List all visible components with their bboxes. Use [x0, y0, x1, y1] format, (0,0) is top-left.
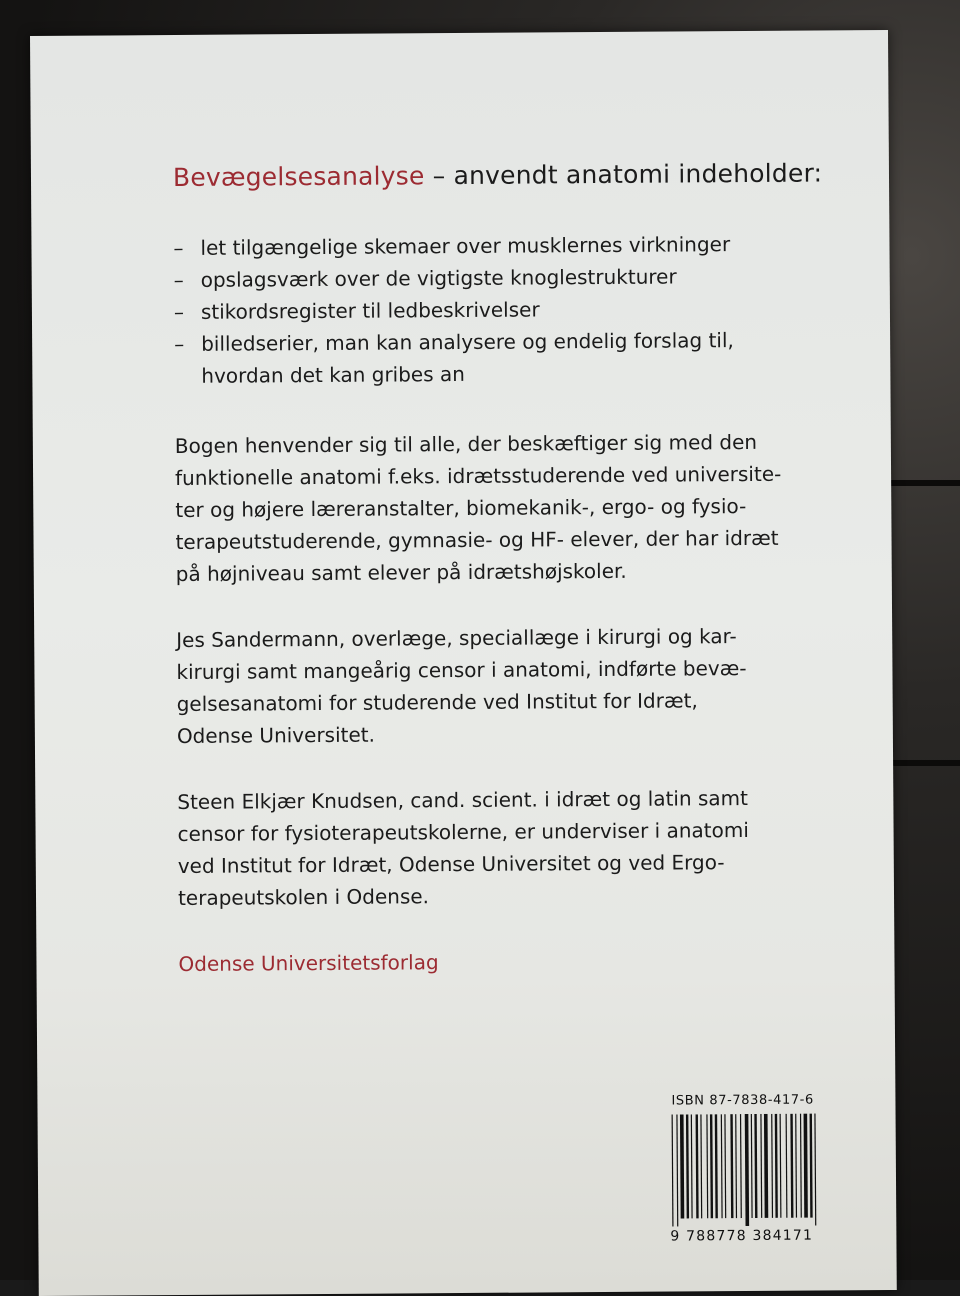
barcode-bar — [680, 1114, 684, 1218]
barcode-bar — [721, 1114, 723, 1218]
list-item — [174, 292, 814, 328]
barcode-bar — [754, 1114, 757, 1218]
barcode-bar — [814, 1114, 816, 1226]
paragraph-line: funktionelle anatomi f.eks. idrætsstuderende ved universite- — [175, 461, 782, 490]
paragraph-line: på højniveau samt elever på idrætshøjskoler. — [175, 558, 627, 586]
list-item — [174, 324, 814, 392]
paragraph-line: terapeutskolen i Odense. — [177, 884, 430, 910]
paragraph-line: gelsesanatomi for studerende ved Institut for Idræt, — [176, 688, 698, 716]
paragraph-line: Steen Elkjær Knudsen, cand. scient. i idræt og latin samt — [177, 786, 749, 814]
paragraph-line: Jes Sandermann, overlæge, speciallæge i kirurgi og kar- — [176, 624, 737, 652]
audience-paragraph — [175, 426, 816, 590]
paragraph-line: ter og højere læreranstalter, biomekanik-, ergo- og fysio- — [175, 494, 747, 522]
barcode-bar — [790, 1114, 793, 1218]
dash: – — [174, 331, 185, 357]
paragraph-line: Bogen henvender sig til alle, der beskæftiger sig med den — [174, 429, 758, 458]
barcode-bar — [764, 1114, 768, 1218]
cover-heading — [172, 158, 823, 193]
barcode-block — [669, 1092, 890, 1245]
book-title: Bevægelsesanalyse — [172, 161, 425, 193]
barcode-icon — [670, 1113, 877, 1226]
barcode-bar — [696, 1114, 699, 1218]
barcode-bar — [760, 1114, 762, 1218]
list-item — [173, 228, 813, 264]
barcode-bar — [810, 1114, 813, 1218]
list-item-text: hvordan det kan gribes an — [201, 361, 465, 388]
barcode-bar — [745, 1114, 749, 1226]
barcode-bar — [672, 1115, 674, 1227]
paragraph-line: censor for fysioterapeutskolerne, er underviser i anatomi — [177, 818, 749, 846]
barcode-bar — [775, 1114, 778, 1218]
author-bio-knudsen — [177, 782, 818, 914]
contents-list — [173, 228, 814, 392]
dash: – — [173, 267, 184, 293]
barcode-bar — [710, 1114, 713, 1218]
paragraph-line: Odense Universitet. — [176, 722, 376, 748]
publisher-name: Odense Universitetsforlag — [178, 950, 439, 976]
book-back-cover — [30, 30, 897, 1296]
barcode-bar — [715, 1114, 718, 1218]
heading-rest: – anvendt anatomi indeholder: — [424, 158, 823, 191]
barcode-bar — [795, 1114, 797, 1218]
barcode-bar — [800, 1114, 802, 1218]
leather-seam — [880, 480, 960, 486]
dash: – — [173, 299, 185, 325]
barcode-bar — [706, 1114, 708, 1218]
barcode-bar — [691, 1114, 693, 1218]
paragraph-line: kirurgi samt mangeårig censor i anatomi, indførte bevæ- — [176, 656, 747, 684]
barcode-bar — [786, 1114, 788, 1218]
barcode-bar — [740, 1114, 742, 1218]
barcode-bar — [676, 1115, 678, 1227]
barcode-bar — [700, 1114, 702, 1218]
list-item-text: billedserier, man kan analysere og endelig forslag til, — [201, 328, 734, 356]
paragraph-line: terapeutstuderende, gymnasie- og HF- elever, der har idræt — [175, 525, 779, 554]
isbn-label: ISBN 87-7838-417-6 — [671, 1092, 814, 1109]
barcode-bar — [751, 1114, 753, 1218]
list-item-text: let tilgængelige skemaer over musklernes virkninger — [200, 232, 731, 260]
barcode-bar — [730, 1114, 733, 1218]
ean-digits: 9 788778 384171 — [670, 1227, 814, 1245]
author-bio-sandermann — [176, 620, 817, 752]
barcode-bar — [780, 1114, 782, 1218]
barcode-bar — [804, 1114, 808, 1218]
list-item — [174, 260, 814, 296]
barcode-bar — [724, 1114, 726, 1218]
dash: – — [173, 235, 184, 261]
barcode-bar — [735, 1114, 737, 1218]
paragraph-line: ved Institut for Idræt, Odense Universitet og ved Ergo- — [177, 850, 725, 878]
list-item-text: stikordsregister til ledbeskrivelser — [200, 297, 540, 324]
barcode-bar — [771, 1114, 773, 1218]
barcode-bar — [686, 1114, 689, 1218]
list-item-text: opslagsværk over de vigtigste knoglestrukturer — [200, 264, 677, 292]
cover-text — [172, 158, 823, 980]
